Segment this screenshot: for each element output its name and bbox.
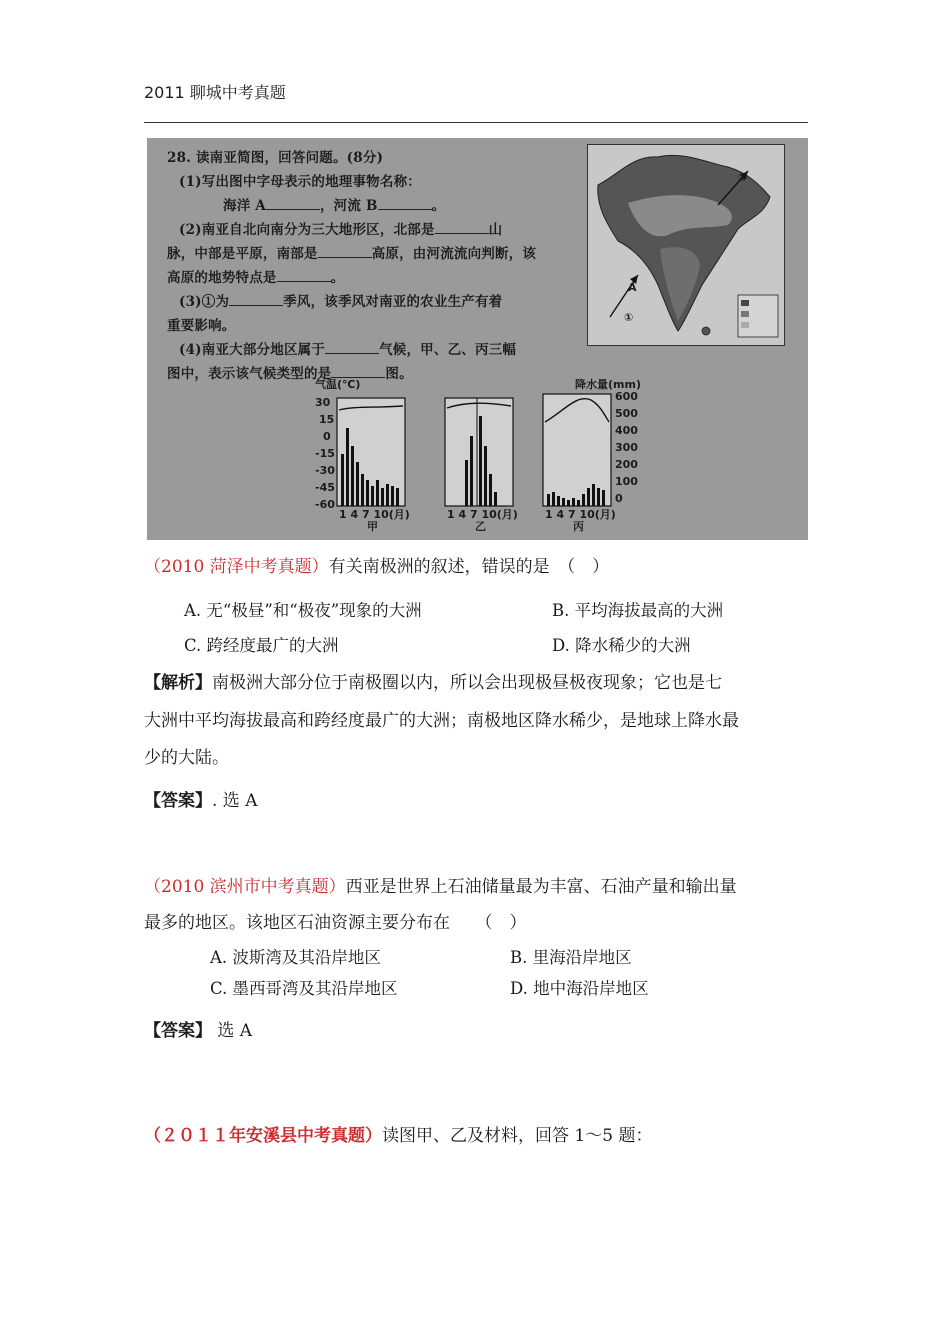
- scan-q3-b: 季风，该季风对南亚的农业生产有着: [283, 294, 503, 310]
- scan-q2-b: 山: [488, 222, 503, 238]
- precip-ticks: [615, 390, 638, 505]
- scan-q3-a: (3)①为: [179, 294, 230, 310]
- scan-q2-f: 。: [330, 270, 345, 286]
- westasia-question-stem-2: 最多的地区。该地区石油资源主要分布在 （ ）: [144, 913, 527, 933]
- westasia-option-c: C. 墨西哥湾及其沿岸地区: [210, 979, 398, 998]
- bar: [562, 498, 565, 506]
- westasia-option-d: D. 地中海沿岸地区: [510, 979, 649, 998]
- precip-tick: 400: [615, 424, 638, 437]
- precip-tick: 200: [615, 458, 638, 471]
- bar: [396, 488, 399, 506]
- bar: [567, 500, 570, 506]
- scan-q2-line1: [179, 218, 502, 238]
- south-asia-map: [587, 144, 785, 346]
- westasia-option-b: B. 里海沿岸地区: [510, 948, 632, 967]
- temp-tick: -30: [315, 464, 335, 477]
- antarctica-option-d: D. 降水稀少的大洲: [552, 636, 691, 655]
- bar: [356, 462, 359, 506]
- chart-bing-frame: [543, 394, 611, 506]
- answer-label: 【答案】: [144, 791, 212, 811]
- answer-text: . 选 A: [212, 791, 258, 811]
- bar: [552, 492, 555, 506]
- precip-tick: 600: [615, 390, 638, 403]
- map-label-monsoon-2: ②: [738, 171, 748, 184]
- antarctica-source: （2010 菏泽中考真题）: [144, 557, 329, 577]
- westasia-question-stem-1: [144, 872, 737, 897]
- scan-question-title: 28. 读南亚简图，回答问题。(8分): [167, 150, 384, 166]
- chart-jia-name: 甲: [367, 520, 378, 533]
- scan-q2-line3: [167, 266, 344, 286]
- scan-q1: (1)写出图中字母表示的地理事物名称：: [179, 174, 421, 190]
- bar: [391, 486, 394, 506]
- scanned-question-image: [147, 138, 808, 540]
- climate-charts: [165, 376, 665, 536]
- bar: [494, 492, 497, 506]
- precip-tick: 300: [615, 441, 638, 454]
- anxi-stem-text: 读图甲、乙及材料，回答 1～5 题：: [382, 1126, 653, 1146]
- antarctica-option-b: B. 平均海拔最高的大洲: [552, 601, 724, 620]
- bar: [602, 490, 605, 506]
- scan-q1-a: 海洋 A: [223, 198, 266, 214]
- bar: [470, 436, 473, 506]
- answer-label: 【答案】: [144, 1021, 212, 1041]
- scan-q4-c: 图中，表示该气候类型的是: [167, 366, 332, 382]
- antarctica-option-c: C. 跨经度最广的大洲: [184, 636, 339, 655]
- scan-q2-a: (2)南亚自北向南分为三大地形区，北部是: [179, 222, 435, 238]
- chart-temp-axis-label: 气温(℃): [315, 378, 361, 391]
- bar: [361, 474, 364, 506]
- precip-tick: 100: [615, 475, 638, 488]
- bar: [479, 416, 482, 506]
- antarctica-option-a: A. 无“极昼”和“极夜”现象的大洲: [184, 601, 422, 620]
- anxi-source: （２０１１年安溪县中考真题）: [144, 1126, 382, 1146]
- temp-tick: 0: [323, 430, 331, 443]
- page-header: 2011 聊城中考真题: [144, 83, 286, 102]
- scan-q4-line1: [179, 338, 516, 358]
- chart-bing-month-ticks: 1 4 7 10(月): [545, 508, 616, 521]
- scan-q4-d: 图。: [385, 366, 413, 382]
- bar: [582, 494, 585, 506]
- antarctica-analysis-line-1: [144, 668, 722, 693]
- bar: [346, 428, 349, 506]
- temp-tick: -60: [315, 498, 335, 511]
- anxi-question-stem: [144, 1121, 652, 1146]
- chart-yi-month-ticks: 1 4 7 10(月): [447, 508, 518, 521]
- bar: [341, 454, 344, 506]
- header-divider: [144, 122, 808, 123]
- scan-q1-line: [223, 194, 445, 214]
- precip-tick: 0: [615, 492, 623, 505]
- map-label-monsoon-1: ①: [624, 311, 634, 324]
- chart-jia-month-ticks: 1 4 7 10(月): [339, 508, 410, 521]
- bar: [489, 474, 492, 506]
- bar: [572, 498, 575, 506]
- temp-ticks: [315, 396, 335, 511]
- scan-q3-line1: [179, 290, 502, 310]
- chart-bing-name: 丙: [573, 520, 584, 533]
- bar: [381, 488, 384, 506]
- bar: [597, 488, 600, 506]
- bar: [366, 480, 369, 506]
- bar: [465, 460, 468, 506]
- temp-tick: 15: [319, 413, 335, 426]
- temp-tick: -15: [315, 447, 335, 460]
- bar: [592, 484, 595, 506]
- map-label-a: A: [628, 281, 637, 294]
- antarctica-question-stem: [144, 552, 609, 577]
- scan-q1-end: 。: [431, 198, 446, 214]
- bar: [351, 446, 354, 506]
- chart-yi-name: 乙: [475, 520, 486, 533]
- south-asia-map-drawing: [588, 145, 784, 345]
- scan-q2-d: 高原，由河流流向判断，该: [371, 246, 537, 262]
- scan-q2-line2: [167, 242, 536, 262]
- antarctica-analysis-line-3: 少的大陆。: [144, 748, 229, 768]
- westasia-source: （2010 滨州市中考真题）: [144, 877, 346, 897]
- antarctica-answer: [144, 786, 258, 811]
- bar: [577, 500, 580, 506]
- antarctica-stem-text: 有关南极洲的叙述，错误的是 （ ）: [328, 557, 610, 577]
- westasia-stem-text-1: 西亚是世界上石油储量最为丰富、石油产量和输出量: [345, 877, 737, 897]
- westasia-answer: [144, 1016, 252, 1041]
- scan-q4-a: (4)南亚大部分地区属于: [179, 342, 326, 358]
- bar: [484, 446, 487, 506]
- bar: [557, 496, 560, 506]
- chart-precip-axis-label: 降水量(mm): [575, 378, 641, 391]
- analysis-text-1: 南极洲大部分位于南极圈以内，所以会出现极昼极夜现象；它也是七: [212, 673, 722, 693]
- scan-q3-c: 重要影响。: [167, 318, 236, 334]
- temp-tick: -45: [315, 481, 335, 494]
- westasia-option-a: A. 波斯湾及其沿岸地区: [210, 948, 381, 967]
- analysis-label: 【解析】: [144, 673, 212, 693]
- temp-tick: 30: [315, 396, 331, 409]
- scan-q1-b: ，河流 B: [319, 198, 378, 214]
- bar: [386, 484, 389, 506]
- answer-text: 选 A: [212, 1021, 253, 1041]
- scan-q2-c: 脉，中部是平原，南部是: [167, 246, 318, 262]
- scan-q2-e: 高原的地势特点是: [167, 270, 277, 286]
- bar: [376, 480, 379, 506]
- precip-tick: 500: [615, 407, 638, 420]
- bar: [587, 488, 590, 506]
- antarctica-analysis-line-2: 大洲中平均海拔最高和跨经度最广的大洲；南极地区降水稀少，是地球上降水最: [144, 711, 739, 731]
- bar: [547, 494, 550, 506]
- scan-q4-b: 气候，甲、乙、丙三幅: [379, 342, 517, 358]
- bar: [371, 486, 374, 506]
